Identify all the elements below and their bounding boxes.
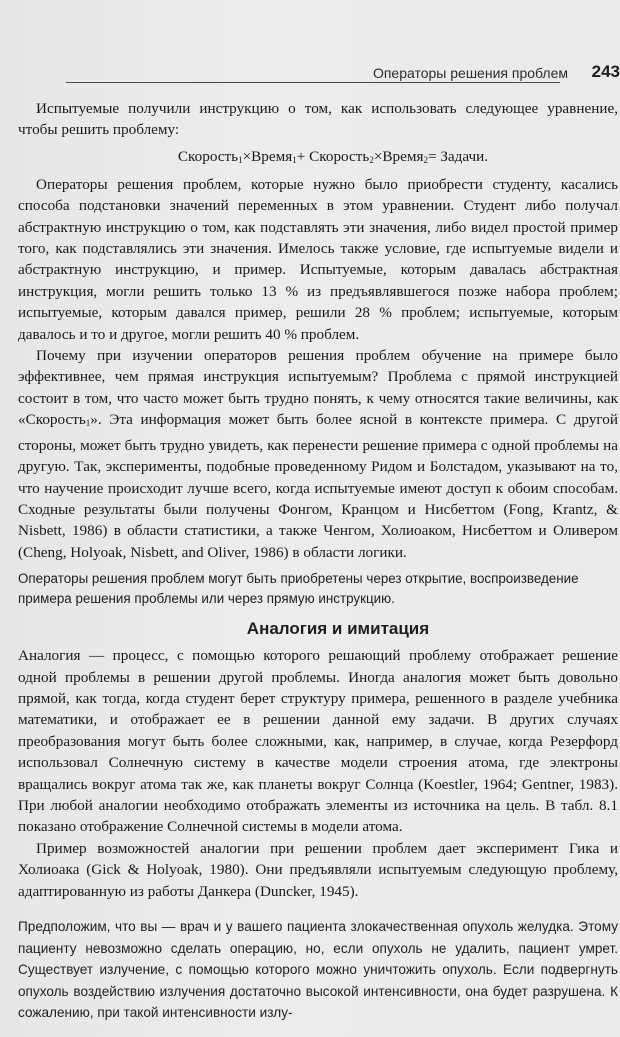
paragraph-why-example: Почему при изучении операторов решения проблем обучение на примере было эффективнее, чем прямая инструкция испытуемым? Проблема с прямой инструкцией состоит в том, что часто может быть трудно понять, к чему относятся такие величины, как «Скорость$_1$». Эта информация может быть более ясной в контексте примера. С другой стороны, может быть трудно увидеть, как перенести решение примера с одной проблемы на другую. Так, эксперименты, подобные проведенному Ридом и Болстадом, указывают на то, что научение происходит лучше всего, когда испытуемые имеют доступ к обоим способам. Сходные результаты были получены Фонгом, Кранцом и Нисбеттом (Fong, Krantz, & Nisbett, 1986) в области статистики, а также Ченгом, Холиоаком, Нисбеттом и Оливером (Cheng, Holyoak, Nisbett, and Oliver, 1986) в области логики. [18, 347, 618, 561]
section-summary: Операторы решения проблем могут быть приобретены через открытие, воспроизведение примера решения проблемы или через прямую инструкцию. [18, 571, 579, 607]
running-header-title: Операторы решения проблем [372, 65, 568, 81]
paragraph-instruction: Испытуемые получили инструкцию о том, как использовать следующее уравнение, чтобы решить проблему: [18, 100, 618, 139]
formula: Скорость$_1$×Время$_1$+ Скорость$_2$×Время$_2$= Задачи. [177, 147, 489, 165]
paragraph-analogy: Аналогия — процесс, с помощью которого решающий проблему отображает решение одной проблемы в решении другой проблемы. Иногда аналогия может быть довольно прямой, как тогда, когда студент берет структуру примера, решенного в разделе учебника математики, и отображает ее в решении данной ему задачи. В других случаях преобразования могут быть более сложными, как, например, в случае, когда Резерфорд использовал Солнечную систему в качестве модели строения атома, где электроны вращались вокруг атома так же, как планеты вокруг Солнца (Koestler, 1964; Gentner, 1983). При любой аналогии необходимо отображать элементы из источника на цель. В табл. 8.1 показано отображение Солнечной системы в модели атома. [18, 647, 618, 836]
paragraph-operators: Операторы решения проблем, которые нужно было приобрести студенту, касались способа подстановки значений переменных в этом уравнении. Студент либо получал абстрактную инструкцию о том, как подставлять эти значения, либо видел простой пример того, как подставлялись эти значения. Имелось также условие, где испытуемые видели и абстрактную инструкцию, и пример. Испытуемые, которым давалась абстрактная инструкция, могли решить только 13 % из предъявлявшегося позже набора проблем; испытуемые, которым давался пример, решили 28 % проблем; испытуемые, которым давалось и то и другое, могли решить 40 % проблем. [18, 175, 618, 343]
header-rule [66, 82, 560, 83]
page-number: 243 [591, 62, 620, 81]
paragraph-gick-holyoak: Пример возможностей аналогии при решении проблем дает эксперимент Гика и Холиоака (Gick & Holyoak, 1980). Они предъявляли испытуемым следующую проблему, адаптированную из работы Данкера (Duncker, 1945). [18, 839, 618, 900]
running-header [66, 60, 620, 84]
page-body [18, 98, 618, 1024]
section-heading: Аналогия и имитация [246, 619, 430, 639]
problem-quote: Предположим, что вы — врач и у вашего пациента злокачественная опухоль желудка. Этому пациенту невозможно сделать операцию, но, если опухоль не удалить, пациент умрет. Существует излучение, с помощью которого можно уничтожить опухоль. Если подвергнуть опухоль воздействию излучения достаточно высокой интенсивности, она будет разрушена. К сожалению, при такой интенсивности излу- [18, 919, 618, 1021]
